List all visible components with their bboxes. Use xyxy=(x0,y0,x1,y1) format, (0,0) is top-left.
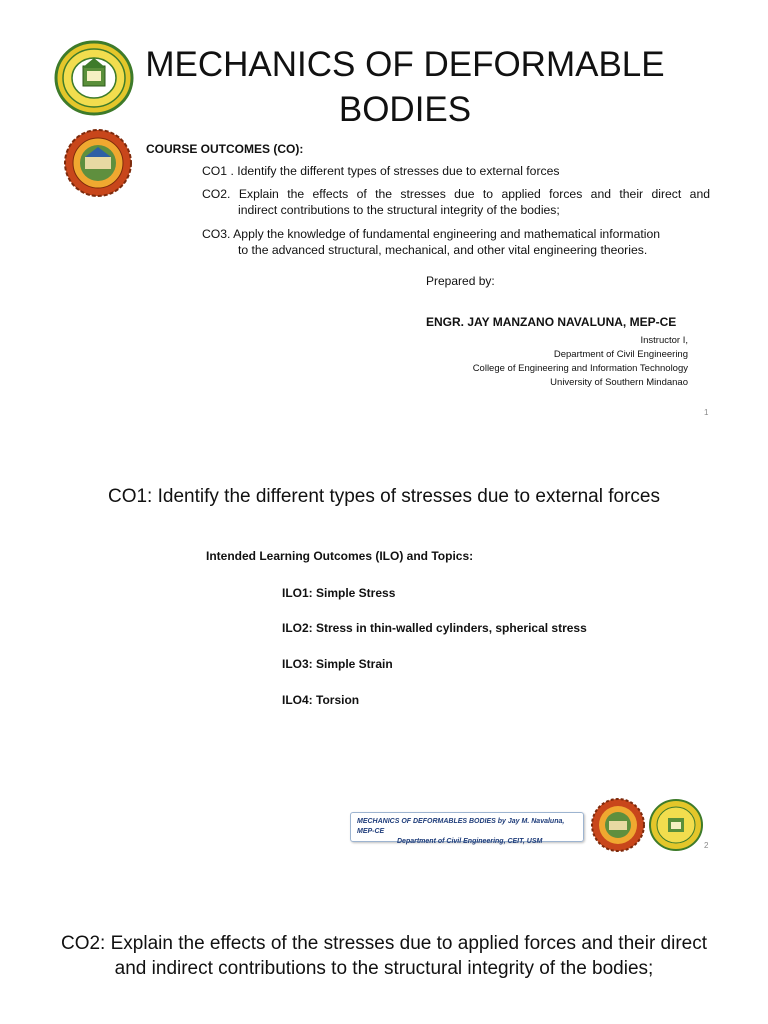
footer-line-2: Department of Civil Engineering, CEIT, USM xyxy=(397,838,543,845)
co2-label: CO2. xyxy=(202,187,231,201)
ceit-seal-small-icon xyxy=(590,798,646,852)
co1-slide-heading xyxy=(0,486,768,508)
page-number-2: 2 xyxy=(704,841,709,850)
ilo-item-3: ILO3: Simple Strain xyxy=(282,657,393,671)
co1-label: CO1 . xyxy=(202,164,234,178)
author-position: Instructor I, xyxy=(640,335,688,346)
co2-slide-label: CO2: xyxy=(60,933,106,954)
author-name: ENGR. JAY MANZANO NAVALUNA, MEP-CE xyxy=(426,315,677,329)
co3-label: CO3. xyxy=(202,227,231,241)
course-outcome-3 xyxy=(202,226,710,258)
co3-continuation: to the advanced structural, mechanical, and other vital engineering theories. xyxy=(238,243,648,257)
slide-title: MECHANICS OF DEFORMABLE BODIES xyxy=(145,45,665,129)
ilo-item-1: ILO1: Simple Stress xyxy=(282,586,396,600)
co3-text: Apply the knowledge of fundamental engineering and mathematical information xyxy=(233,227,661,241)
usm-seal-small-icon xyxy=(648,798,704,852)
co2-continuation: indirect contributions to the structural integrity of the bodies; xyxy=(238,203,560,217)
ilo-item-4: ILO4: Torsion xyxy=(282,693,360,707)
author-affiliation xyxy=(328,334,688,390)
co1-slide-label: CO1: xyxy=(107,486,153,507)
course-outcomes-header: COURSE OUTCOMES (CO): xyxy=(146,142,304,156)
author-department: Department of Civil Engineering xyxy=(553,349,688,360)
co1-slide-text: Identify the different types of stresses due to external forces xyxy=(157,486,660,507)
footer-banner xyxy=(350,812,584,845)
co2-text: Explain the effects of the stresses due to applied forces and their direct and xyxy=(238,187,710,201)
co1-text: Identify the different types of stresses due to external forces xyxy=(237,164,560,178)
author-university: University of Southern Mindanao xyxy=(550,377,688,388)
course-outcome-1 xyxy=(202,163,712,179)
author-college: College of Engineering and Information Technology xyxy=(472,363,688,374)
usm-seal-icon xyxy=(54,40,134,116)
prepared-by-label: Prepared by: xyxy=(426,274,495,288)
course-outcome-2 xyxy=(202,186,710,218)
ilo-header: Intended Learning Outcomes (ILO) and Topics: xyxy=(206,549,474,563)
ilo-item-2: ILO2: Stress in thin-walled cylinders, spherical stress xyxy=(282,621,587,635)
co2-slide-heading xyxy=(60,931,708,981)
co2-slide-text: Explain the effects of the stresses due to applied forces and their direct and indirect contributions to the structural integrity of the bodies; xyxy=(110,933,708,979)
ceit-seal-icon xyxy=(63,129,133,197)
page-number-1: 1 xyxy=(704,408,709,417)
footer-line-1: MECHANICS OF DEFORMABLES BODIES by Jay M. Navaluna, MEP-CE xyxy=(357,818,565,835)
